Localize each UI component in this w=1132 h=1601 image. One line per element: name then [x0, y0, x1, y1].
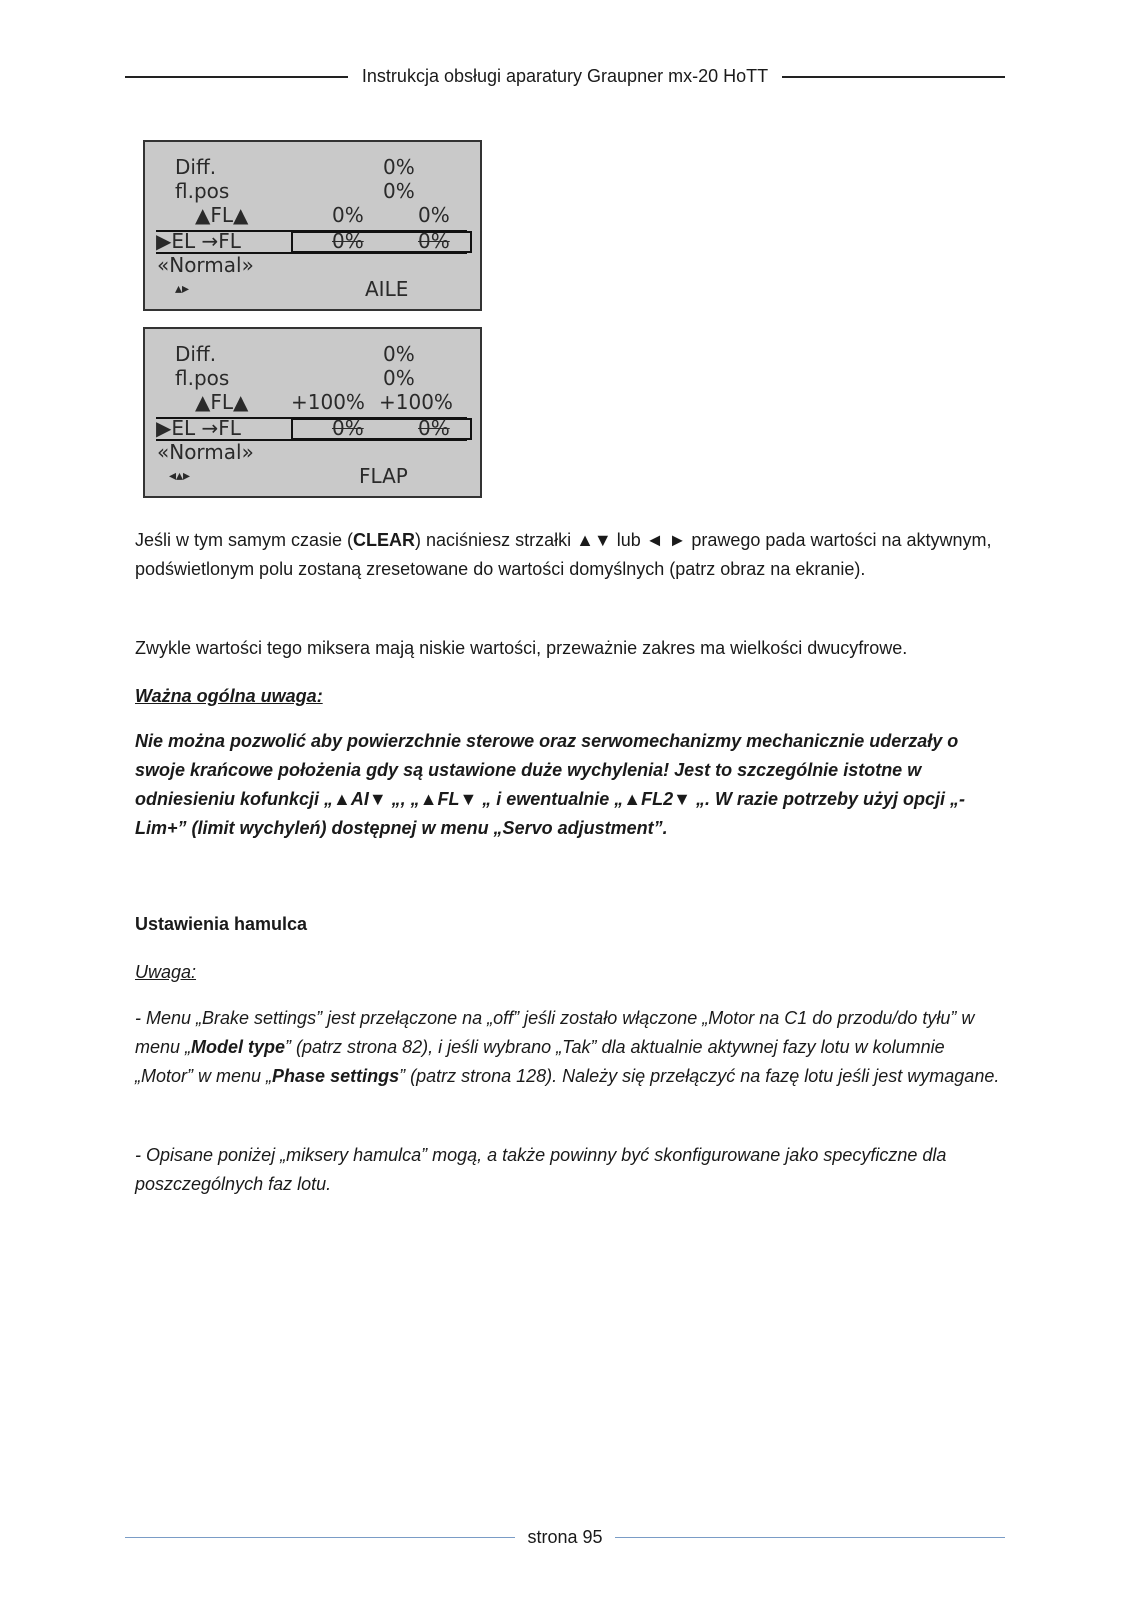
flpos-label: fl.pos: [175, 179, 230, 203]
flpos-value: 0%: [383, 179, 415, 203]
paragraph-brake-mixers: - Opisane poniżej „miksery hamulca” mogą, a także powinny być skonfigurowane jako specyficzne dla poszczególnych faz lotu.: [135, 1145, 947, 1194]
diff-label: Diff.: [175, 155, 217, 179]
footer-rule-right: [615, 1537, 1005, 1538]
diff-label: Diff.: [175, 342, 217, 366]
phase-label: «Normal»: [157, 440, 254, 464]
fl-value-2: 0%: [418, 203, 450, 227]
nav-arrows-icon: ▴▸: [175, 281, 190, 297]
phase-label: «Normal»: [157, 253, 254, 277]
page-number: strona 95: [527, 1527, 603, 1547]
footer-rule-left: [125, 1537, 515, 1538]
fl-value-1: +100%: [291, 390, 365, 414]
page-footer: [125, 1527, 1005, 1548]
header-rule-left: [125, 76, 348, 78]
paragraph-values: Zwykle wartości tego miksera mają niskie wartości, przeważnie zakres ma wielkości dwucyfrowe.: [135, 638, 908, 658]
header-rule-right: [782, 76, 1005, 78]
el-fl-label: ▶EL →FL: [156, 416, 241, 440]
header-title: Instrukcja obsługi aparatury Graupner mx-20 HoTT: [361, 66, 769, 86]
note-text: Nie można pozwolić aby powierzchnie sterowe oraz serwomechanizmy mechanicznie uderzały o swoje krańcowe położenia gdy są ustawione duże wychylenia! Jest to szczególnie istotne w odniesieniu kofunkcji „▲AI▼ „, „▲FL▼ „ i ewentualnie „▲FL2▼ „. W razie potrzeby użyj opcji „-Lim+” (limit wychyleń) dostępnej w menu „Servo adjustment”.: [135, 731, 965, 838]
el-fl-label: ▶EL →FL: [156, 229, 241, 253]
paragraph-clear: Jeśli w tym samym czasie (CLEAR) naciśniesz strzałki ▲▼ lub ◄ ► prawego pada wartości na aktywnym, podświetlonym polu zostaną zresetowane do wartości domyślnych (patrz obraz na ekranie).: [135, 530, 992, 579]
fl-label: ▲FL▲: [195, 390, 249, 414]
diff-value: 0%: [383, 342, 415, 366]
channel-label: AILE: [365, 277, 409, 301]
model-type-ref: Model type: [191, 1037, 286, 1057]
fl-label: ▲FL▲: [195, 203, 249, 227]
phase-settings-ref: Phase settings: [272, 1066, 400, 1086]
note-heading: Ważna ogólna uwaga:: [135, 686, 323, 706]
lcd-screen-flap: [143, 327, 482, 498]
lcd-screen-aile: [143, 140, 482, 311]
fl-value-1: 0%: [332, 203, 364, 227]
fl-value-2: +100%: [379, 390, 453, 414]
clear-key: CLEAR: [353, 530, 416, 550]
el-value-1: 0%: [332, 416, 364, 440]
channel-label: FLAP: [359, 464, 408, 488]
section-heading: Ustawienia hamulca: [135, 914, 308, 934]
el-value-1: 0%: [332, 229, 364, 253]
diff-value: 0%: [383, 155, 415, 179]
uwaga-label: Uwaga:: [135, 962, 197, 982]
el-value-2: 0%: [418, 229, 450, 253]
page-header: [125, 66, 1005, 87]
flpos-label: fl.pos: [175, 366, 230, 390]
nav-arrows-icon: ◂▴▸: [169, 468, 191, 484]
el-value-2: 0%: [418, 416, 450, 440]
paragraph-brake-settings: - Menu „Brake settings” jest przełączone na „off” jeśli zostało włączone „Motor na C1 do przodu/do tyłu” w menu „Model type” (patrz strona 82), i jeśli wybrano „Tak” dla aktualnie aktywnej fazy lotu w kolumnie „Motor” w menu „Phase settings” (patrz strona 128). Należy się przełączyć na fazę lotu jeśli jest wymagane.: [135, 1008, 1000, 1086]
flpos-value: 0%: [383, 366, 415, 390]
